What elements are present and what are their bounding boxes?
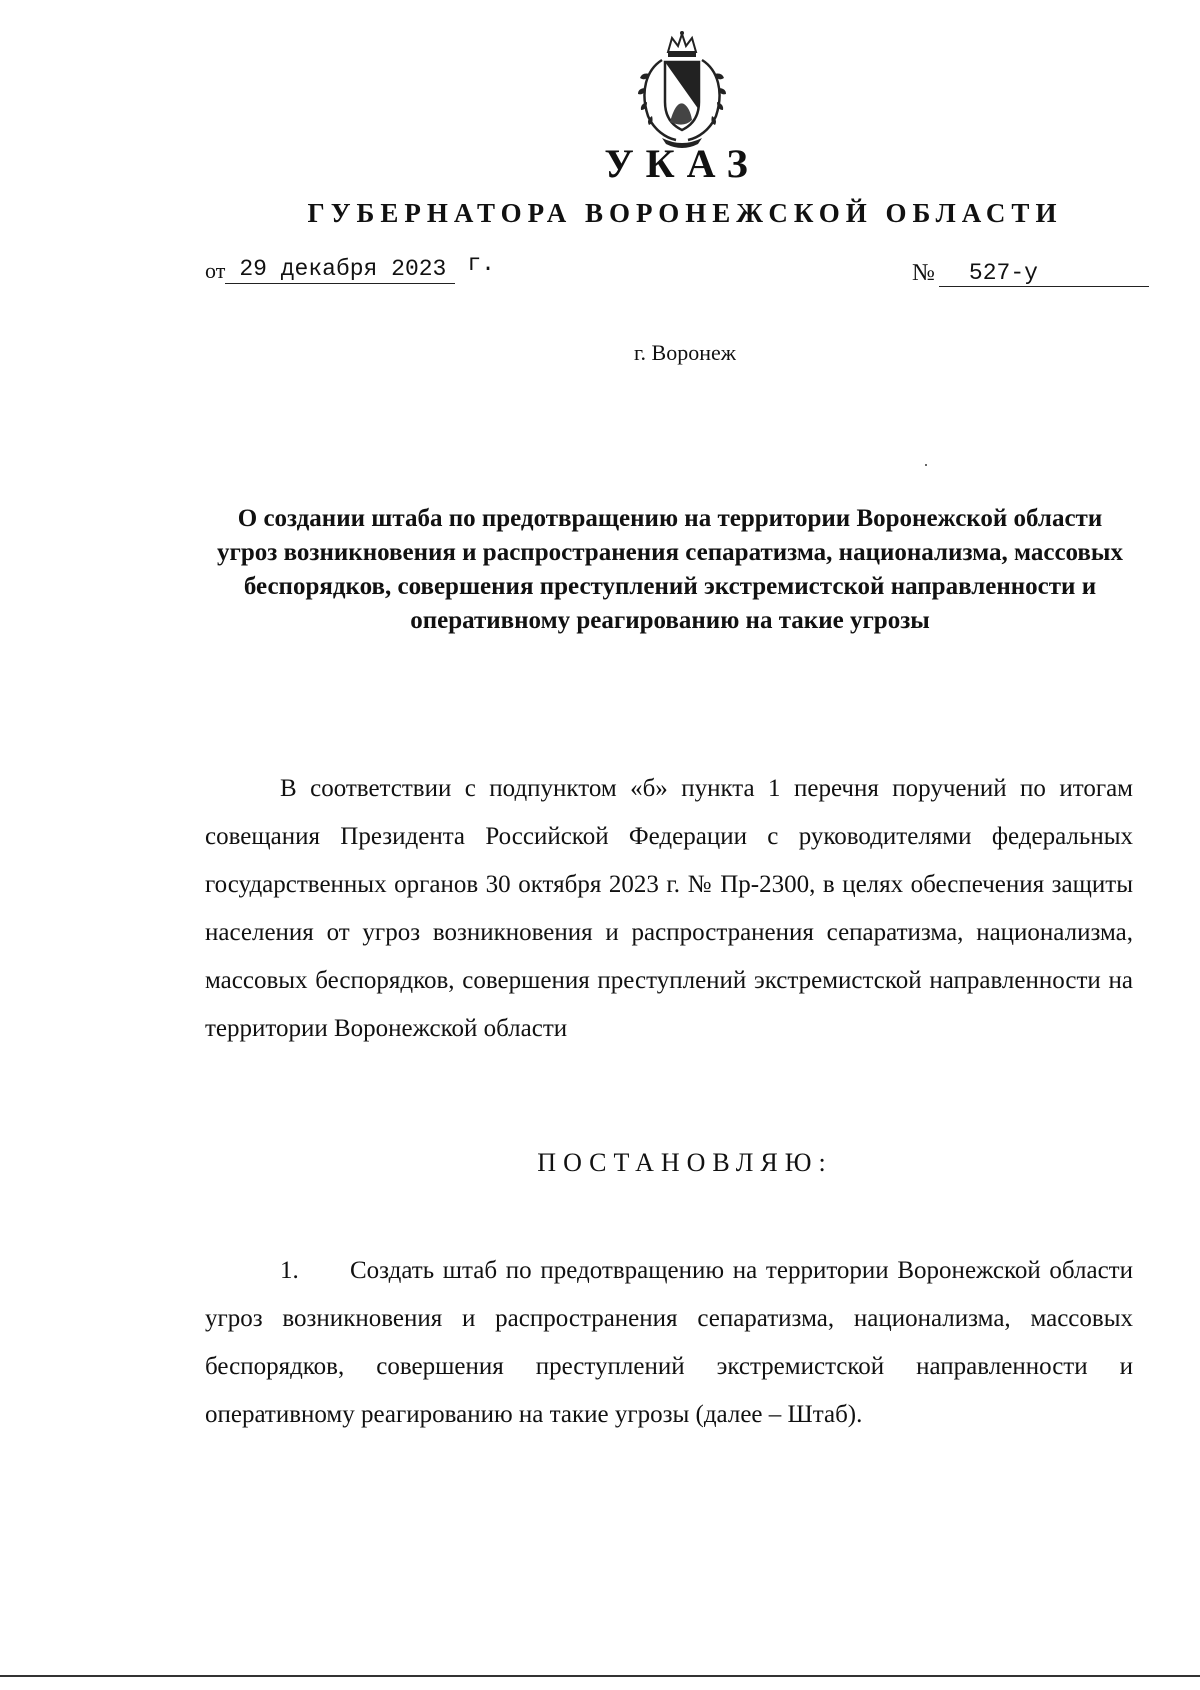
date-value: 29 декабря 2023 bbox=[225, 255, 455, 284]
page-bottom-rule bbox=[0, 1675, 1200, 1677]
item-text: Создать штаб по предотвращению на территории Воронежской области угроз возникновения и распространения сепаратизма, национализма, массовых беспорядков, совершения преступлений экстремистской направленности и оперативному реагированию на такие угрозы (далее – Штаб). bbox=[205, 1257, 1133, 1428]
decree-number bbox=[912, 260, 1149, 287]
voronezh-coat-of-arms-icon bbox=[632, 30, 732, 148]
scan-speck bbox=[925, 464, 927, 466]
city: г. Воронеж bbox=[634, 340, 736, 365]
date-prefix: от bbox=[205, 258, 226, 283]
decree-date bbox=[205, 251, 495, 284]
number-value: 527-у bbox=[939, 260, 1149, 287]
document-issuer: ГУБЕРНАТОРА ВОРОНЕЖСКОЙ ОБЛАСТИ bbox=[307, 198, 1063, 228]
number-prefix: № bbox=[912, 260, 935, 286]
document-title: УКАЗ bbox=[604, 141, 760, 186]
list-item bbox=[205, 1247, 1133, 1439]
decree-word: ПОСТАНОВЛЯЮ: bbox=[537, 1148, 833, 1177]
decree-subject: О создании штаба по предотвращению на территории Воронежской области угроз возникновения и распространения сепаратизма, национализма, массовых беспорядков, совершения преступлений экстремистской направленности и оперативному реагированию на такие угрозы bbox=[217, 505, 1123, 634]
date-suffix: г. bbox=[467, 251, 495, 277]
preamble-paragraph: В соответствии с подпунктом «б» пункта 1 перечня поручений по итогам совещания Президента Российской Федерации с руководителями федеральных государственных органов 30 октября 2023 г. № Пр-2300, в целях обеспечения защиты населения от угроз возникновения и распространения сепаратизма, национализма, массовых беспорядков, совершения преступлений экстремистской направленности на территории Воронежской области bbox=[205, 775, 1133, 1042]
item-number: 1. bbox=[280, 1257, 299, 1284]
